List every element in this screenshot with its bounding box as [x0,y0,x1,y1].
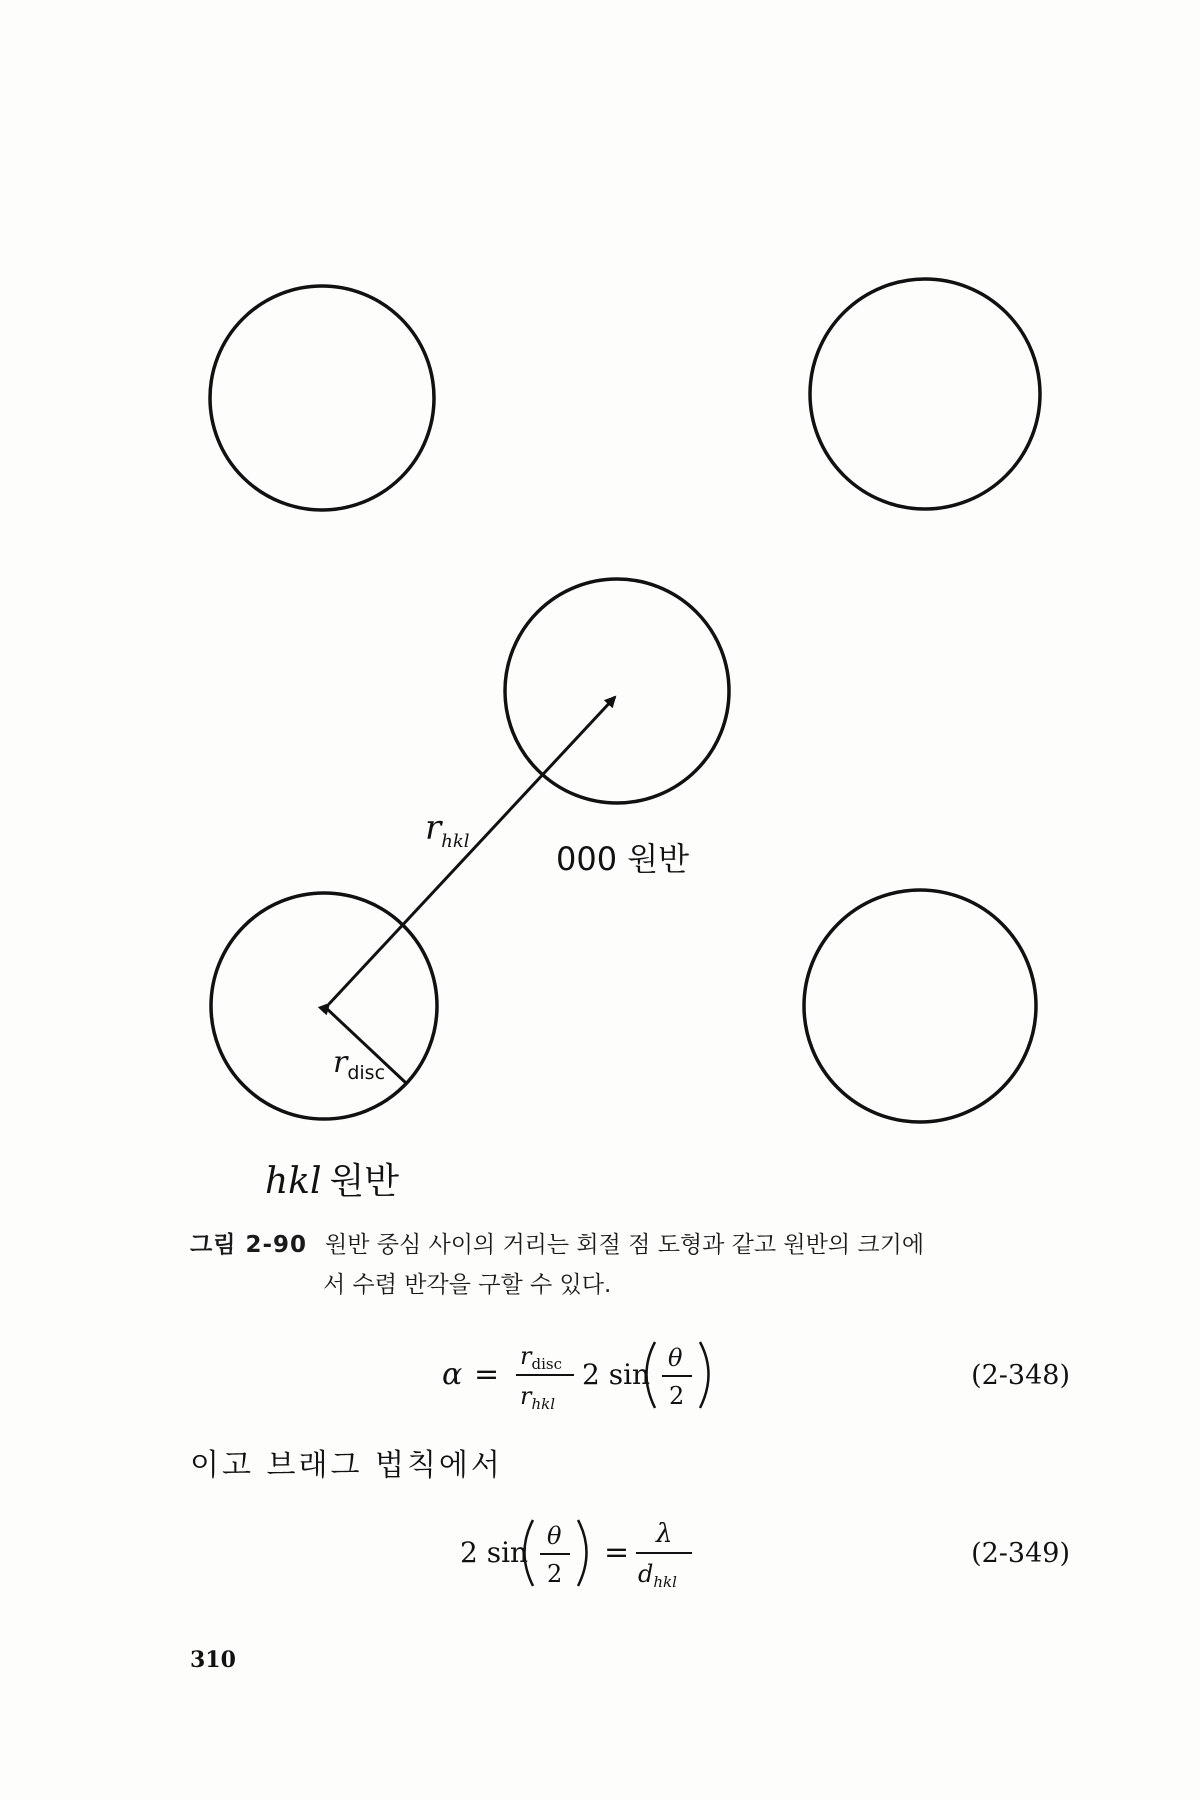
eq348-num: $r_{disc}$ [520,1342,562,1373]
disc-000-center [505,579,729,803]
disc-bottom-right [804,890,1036,1122]
eq348-lhs: α [442,1357,463,1392]
eq349-rhs-den: $d_{hkl}$ [638,1560,677,1591]
eq348-factor: 2 sin [582,1358,651,1391]
eq349-arg-den: 2 [547,1560,563,1588]
eq349-rhs-num: λ [656,1519,673,1549]
equation-2-349 [0,1508,1200,1598]
eq348-number: (2-348) [971,1360,1070,1391]
eq349-arg-num: θ [547,1522,562,1550]
eq348-equals: = [474,1357,500,1392]
eq349-factor: 2 sin [460,1536,529,1569]
eq348-arg-den: 2 [669,1382,685,1410]
eq349-right-paren [578,1520,587,1586]
page-number: 310 [190,1647,236,1673]
equation-2-348 [0,1330,1200,1420]
caption-line-1: 원반 중심 사이의 거리는 회절 점 도형과 같고 원반의 크기에 [325,1232,925,1258]
caption-line-2: 서 수렴 반각을 구할 수 있다. [323,1272,612,1298]
rhkl-label: $r_{hkl}$ [425,808,470,852]
figure-caption [190,1225,1090,1305]
disc-hkl-label: hkl 원반 [265,1161,400,1202]
disc-000-label: 000 원반 [556,840,690,878]
eq349-equals: = [604,1535,630,1570]
eq349-number: (2-349) [971,1538,1070,1569]
rdisc-label: $r_{disc}$ [333,1045,386,1084]
eq348-arg-num: θ [668,1344,683,1372]
disc-top-left [210,286,434,510]
eq348-right-paren [700,1342,709,1408]
eq348-den: $r_{hkl}$ [520,1382,556,1413]
disc-top-right [810,279,1040,509]
connective-text: 이고 브래그 법칙에서 [190,1448,503,1483]
figure-label: 그림 2-90 [190,1232,307,1258]
